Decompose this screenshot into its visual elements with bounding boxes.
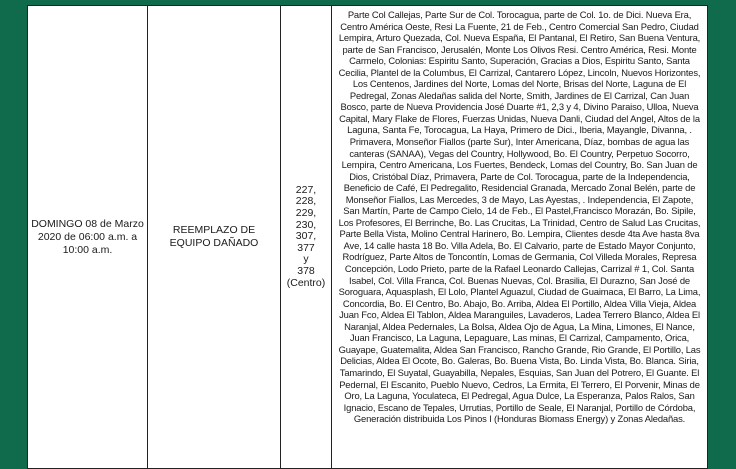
table-row — [28, 6, 708, 469]
circuit-item: 230, — [295, 218, 317, 231]
circuit-item: 228, — [295, 195, 317, 208]
circuit-item: 307, — [295, 230, 317, 243]
circuits-cell — [281, 6, 332, 469]
affected-zones-cell: Parte Col Callejas, Parte Sur de Col. Torocagua, parte de Col. 1o. de Dici. Nueva Era, Centro América Oeste, Resi La Fuente, 21 de Feb., Centro Comercial San Pedro, Ciudad Lempira, Arturo Quezada, Col. Nueva España, El Pantanal, El Retiro, San Buena Ventura, parte de San Francisco, Jerusalén, Monte Los Olivos Resi. Centro América, Resi. Monte Carmelo, Colonias: Espiritu Santo, Superación, Gracias a Dios, Espiritu Santo, Santa Cecilia, Plantel de la Columbus, El Carrizal, Cantarero López, Lincoln, Nuevos Horizontes, Los Centenos, Jardines del Norte, Lomas del Norte, Brisas del Norte, Laguna de El Pedregal, Zonas Aledañas salida del Norte, Smith, Jardines de El Carrizal, Can Juan Bosco, parte de Nueva Providencia José Duarte #1, 2,3 y 4, Divino Paraiso, Ulloa, Nueva Capital, Mary Flake de Flores, Fuerzas Unidas, Nueva Danli, Ciudad del Angel, Altos de la Laguna, Santa Fe, Torocagua, La Haya, Primero de Dici., Iberia, Mayangle, Divanna, . Primavera, Monseñor Fiallos (parte Sur), Inter Americana, Díaz, bombas de agua las canteras (SANAA), Vegas del Country, Hollywood, Bo. El Country, Perpetuo Socorro, Lempira, Centro Americana, Los Fuertes, Bendeck, Lomas del Country, Bo. San Juan de Dios, Cristóbal Díaz, Primavera, Parte de Col. Torocagua, parte de la Independencia, Beneficio de Café, El Pedregalito, Residencial Granada, Mercado Zonal Belén, parte de Monseñor Fiallos, Las Mercedes, 3 de Mayo, Las Ayestas, . Independencia, El Zapote, San Martín, Parte de Campo Cielo, 14 de Feb., El Pastel,Francisco Morazán, Bo. Sipile, Los Profesores, El Berrinche, Bo. Las Crucitas, La Trinidad, Centro de Salud Las Crucitas, Parte Bella Vista, Molino Central Harinero, Bo. Lempira, Clientes desde 4ta Ave hasta 8va Ave, 14 calle hasta 18 Bo. Villa Adela, Bo. El Calvario, parte de Estado Mayor Conjunto, Rodríguez, Parte Altos de Toncontín, Lomas de Germania, Col Villeda Morales, Represa Concepción, Lodo Prieto, parte de la Rafael Leonardo Callejas, Carrizal # 1, Col. Santa Isabel, Col. Villa Franca, Col. Buenas Nuevas, Col. Brasilia, El Durazno, San José de Soroguara, Aquasplash, El Lolo, Plantel Aguazul, Ciudad de Guaimaca, El Barro, La Lima, Concordia, Bo. El Centro, Bo. Abajo, Bo. Arriba, Aldea El Portillo, Aldea Villa Vieja, Aldea Juan Fco, Aldea El Tablon, Aldea Maranguiles, Lavaderos, Ladea Terrero Blanco, Aldea El Naranjal, Aldea Pedernales, La Bolsa, Aldea Ojo de Agua, La Mina, Limones, El Nance, Juan Francisco, La Laguna, Lepaguare, Las minas, El Carrizal, Campamento, Orica, Guayape, Guatemalita, Aldea San Francisco, Rancho Grande, Rio Grande, El Portillo, Las Delicias, Aldea El Ocote, Bo. Galeras, Bo. Buena Vista, Bo. Linda Vista, Bo. Blanca. Siria, Tamarindo, El Suyatal, Guayabilla, Nepales, Esquias, San Juan del Potrero, El Guante. El Pedernal, El Escanito, Pueblo Nuevo, Cedros, La Ermita, El Terrero, El Porvenir, Minas de Oro, La Laguna, Yoculateca, El Pedregal, Agua Dulce, La Esperanza, Palos Ralos, San Ignacio, Escano de Tepales, Urrutias, Portillo de Seale, El Naranjal, Portillo de Córdoba, Generación distribuida Los Pinos I (Honduras Biomass Energy) y Zonas Aledañas. — [332, 6, 708, 469]
circuit-item: 377 — [297, 241, 315, 254]
circuit-item: 378 — [297, 264, 315, 277]
circuit-item: y — [303, 253, 309, 266]
circuit-item: 227, — [295, 183, 317, 196]
outage-schedule-table — [27, 5, 708, 469]
circuit-item: (Centro) — [286, 276, 326, 289]
outage-reason-cell: REEMPLAZO DE EQUIPO DAÑADO — [148, 6, 281, 469]
circuit-item: 229, — [295, 207, 317, 220]
outage-date-cell: DOMINGO 08 de Marzo 2020 de 06:00 a.m. a 10:00 a.m. — [28, 6, 148, 469]
